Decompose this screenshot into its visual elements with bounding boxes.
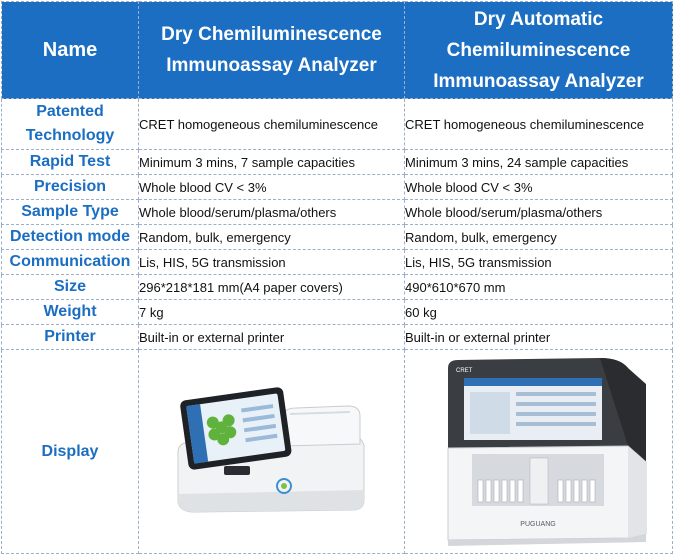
row-value-2: Built-in or external printer [405,325,673,350]
header-product-2: Dry Automatic Chemiluminescence Immunoassay Analyzer [405,2,673,99]
table-row [2,150,673,175]
row-label: Communication [2,250,139,275]
row-value-1: Minimum 3 mins, 7 sample capacities [139,150,405,175]
brand-label: PUGUANG [519,520,556,528]
row-value-1: CRET homogeneous chemiluminescence [139,99,405,150]
row-value-1: Lis, HIS, 5G transmission [139,250,405,275]
row-label: Precision [2,175,139,200]
header-product-1: Dry Chemiluminescence Immunoassay Analyzer [139,2,405,99]
row-value-1: Random, bulk, emergency [139,225,405,250]
brand-screen-label: CRET [455,367,472,374]
row-label: Rapid Test [2,150,139,175]
row-label: Printer [2,325,139,350]
table-row [2,225,673,250]
table-row [2,175,673,200]
row-value-1: Whole blood/serum/plasma/others [139,200,405,225]
row-label: Detection mode [2,225,139,250]
row-value-1: 7 kg [139,300,405,325]
row-value-2: Random, bulk, emergency [405,225,673,250]
row-value-2: Minimum 3 mins, 24 sample capacities [405,150,673,175]
table-row [2,200,673,225]
display-row [2,350,673,554]
display-label: Display [2,350,139,554]
row-value-1: 296*218*181 mm(A4 paper covers) [139,275,405,300]
device-image-1-cell [139,350,405,554]
row-value-2: Whole blood CV < 3% [405,175,673,200]
row-label: Size [2,275,139,300]
compact-analyzer-image [172,382,372,522]
row-value-1: Whole blood CV < 3% [139,175,405,200]
header-row [2,2,673,99]
row-value-2: Lis, HIS, 5G transmission [405,250,673,275]
row-label: Patented Technology [2,99,139,150]
table-row [2,325,673,350]
device-image-2-cell [405,350,673,554]
automatic-analyzer-image [424,354,654,550]
row-value-1: Built-in or external printer [139,325,405,350]
table-row [2,99,673,150]
row-value-2: CRET homogeneous chemiluminescence [405,99,673,150]
row-value-2: 60 kg [405,300,673,325]
table-row [2,275,673,300]
row-label: Sample Type [2,200,139,225]
row-value-2: 490*610*670 mm [405,275,673,300]
table-row [2,300,673,325]
comparison-table [1,1,673,554]
header-name: Name [2,2,139,99]
table-row [2,250,673,275]
row-label: Weight [2,300,139,325]
row-value-2: Whole blood/serum/plasma/others [405,200,673,225]
